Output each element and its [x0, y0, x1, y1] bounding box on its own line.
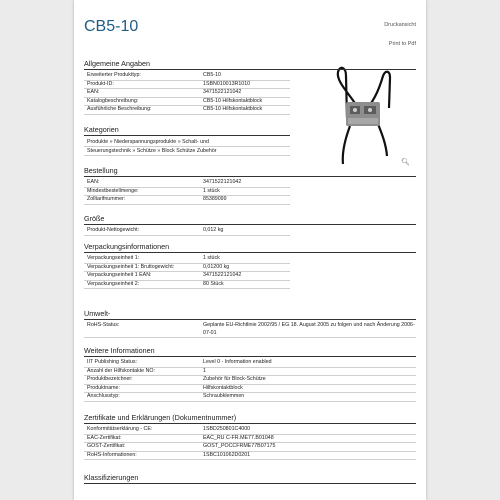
- table-row: EAC-Zertifikat: EAC_RU C-FR.ME77.B01048: [84, 435, 416, 444]
- section-heading: Zertifikate und Erklärungen (Dokumentnummer): [84, 413, 416, 424]
- table-row: Mindestbestellmenge: 1 stück: [84, 188, 290, 197]
- table-row: Konformitätserklärung - CE: 1SBD250801C4000: [84, 426, 416, 435]
- section-heading: Allgemeine Angaben: [84, 59, 416, 70]
- section-heading: Größe: [84, 214, 416, 225]
- table-row: Produkt-Nettogewicht: 0,012 kg: [84, 227, 290, 236]
- section-categories: [84, 125, 290, 156]
- section-general: [84, 59, 416, 115]
- table-row: RoHS-Informationen: 1SBC101062D0201: [84, 452, 416, 461]
- table-row: Produktbezeichner: Zubehör für Block-Schütze: [84, 376, 416, 385]
- section-heading: Verpackungsinformationen: [84, 242, 416, 253]
- table-row: Erweiterter Produkttyp: CB5-10: [84, 72, 290, 81]
- section-heading: Kategorien: [84, 125, 290, 136]
- table-row: Verpackungseinheit 1: Bruttogewicht: 0,01200 kg: [84, 264, 290, 273]
- table-row: Verpackungseinheit 2: 80 Stück: [84, 281, 290, 290]
- page-title: CB5-10: [84, 18, 139, 35]
- table-row: Produktname: Hilfskontaktblock: [84, 385, 416, 394]
- section-classification: [84, 473, 416, 486]
- table-row: Produkt-ID: 1SBN010013R1010: [84, 81, 290, 90]
- section-further-info: [84, 346, 416, 402]
- section-heading: Klassifizierungen: [84, 473, 416, 484]
- print-to-pdf-link[interactable]: Print to Pdf: [388, 41, 416, 47]
- table-row: Anschlusstyp: Schraubklemmen: [84, 393, 416, 402]
- table-row: RoHS-Status: Geplante EU-Richtlinie 2002/95 / EG 18. August 2005 zu folgen und nach Änderung 2006-07-01: [84, 322, 416, 338]
- section-heading: Umwelt-: [84, 309, 416, 320]
- table-row: Verpackungseinheit 1: 1 stück: [84, 255, 290, 264]
- product-sheet: [74, 0, 426, 500]
- section-packaging: [84, 242, 416, 289]
- section-certificates: [84, 413, 416, 460]
- table-row: Ausführliche Beschreibung: CB5-10 Hilfskontaktblock: [84, 106, 290, 115]
- document-number-link[interactable]: GOST_POCCFRME77B07175: [203, 443, 276, 450]
- section-heading: Bestellung: [84, 166, 416, 177]
- section-heading: Weitere Informationen: [84, 346, 416, 357]
- section-order: [84, 166, 416, 205]
- document-number-link[interactable]: 1SBD250801C4000: [203, 426, 251, 432]
- table-row: Katalogbeschreibung: CB5-10 Hilfskontaktblock: [84, 98, 290, 107]
- print-view-link[interactable]: Druckansicht: [384, 22, 416, 28]
- section-size: [84, 214, 416, 236]
- table-row: EAN: 3471522121042: [84, 89, 290, 98]
- table-row: Anzahl der Hilfskontakte NO: 1: [84, 368, 416, 377]
- section-environment: [84, 309, 416, 338]
- table-row: EAN: 3471522121042: [84, 179, 290, 188]
- zoom-icon[interactable]: 🔍︎: [401, 159, 410, 166]
- category-breadcrumb[interactable]: Steuerungstechnik » Schütze » Block Schütze Zubehör: [84, 147, 290, 156]
- table-row: GOST-Zertifikat: GOST_POCCFRME77B07175: [84, 443, 416, 452]
- category-breadcrumb[interactable]: Produkte » Niederspannungsprodukte » Schalt- und: [84, 138, 290, 147]
- document-number-link[interactable]: 1SBC101062D0201: [203, 451, 251, 458]
- table-row: Zolltarifnummer: 85389099: [84, 196, 290, 205]
- document-number-link[interactable]: EAC_RU C-FR.ME77.B01048: [203, 434, 274, 441]
- table-row: Verpackungseinheit 1 EAN: 3471522121042: [84, 272, 290, 281]
- table-row: IIT Publishing Status: Level 0 - Information enabled: [84, 359, 416, 368]
